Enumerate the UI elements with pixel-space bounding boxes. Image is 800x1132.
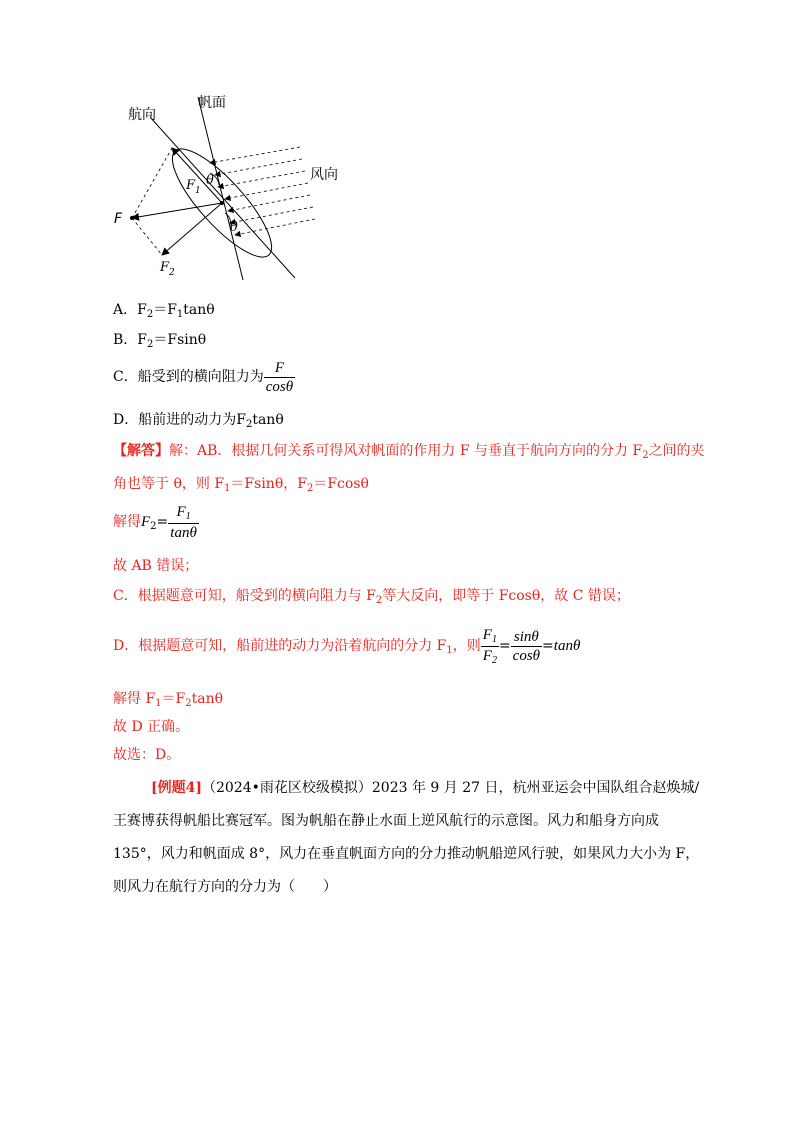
label-theta-top: θ [206,173,214,188]
option-a: A．$F_2=F_1\tan\theta$ [113,302,215,320]
label-F1: $F_1$ [186,178,201,196]
force-F2-arrow [162,203,222,255]
answer-solve-1: 解得$F_2=$ $\frac{F_1}{\tan\theta}$ [113,503,197,541]
label-F: F [114,211,123,227]
answer-solve-2: 解得 $F_1=F_2\tan\theta$ [113,691,224,709]
example-4 [113,772,703,904]
force-F-arrow [132,203,222,218]
label-F2: $F_2$ [160,260,175,278]
label-sail: 帆面 [198,95,226,111]
label-theta-bottom: θ [230,220,238,235]
sail-line [198,97,243,280]
option-c: C．船受到的横向阻力为 $\frac{F}{\cos\theta}$ [113,359,294,395]
option-d: D．船前进的动力为$F_2\tan\theta$ [113,412,284,430]
answer-choice: 故选：D。 [113,747,181,763]
answer-d-line: D．根据题意可知，船前进的动力为沿着航向的分力 $F_1$，则 $\frac{F_1}{F_2}$ = $\frac{\sin\theta}{\cos\theta}$ =tanθ [113,626,581,666]
answer-line-1: 【解答】解：AB．根据几何关系可得风对帆面的作用力 F 与垂直于航向方向的分力 $F_2$之间的夹 [113,443,705,461]
answer-c-line: C．根据题意可知，船受到的横向阻力与 $F_2$等大反向，即等于 Fcosθ，故 C 错误； [113,588,630,606]
label-course: 航向 [128,107,156,123]
example-tag: [例题4] [151,780,202,796]
component-dashed-lines [132,148,172,255]
option-b: B．$F_2=Fsin\theta$ [113,332,207,350]
example-text: （2024•雨花区校级模拟）2023 年 9 月 27 日，杭州亚运会中国队组合赵焕城/王赛博获得帆船比赛冠军。图为帆船在静止水面上逆风航行的示意图。风力和船身方向成 135°，风力和帆面成 8°，风力在垂直帆面方向的分力推动帆船逆风行驶，如果风力大小为 F，则风力在航行方向的分力为（ ） [113,780,700,895]
answer-tag: 【解答】 [113,443,169,459]
answer-d-correct: 故 D 正确。 [113,719,190,735]
answer-ab-wrong: 故 AB 错误； [113,558,199,574]
label-wind: 风向 [310,167,338,183]
sailboat-force-diagram [110,85,338,280]
answer-line-2: 角也等于 θ，则 $F_1=Fsin\theta$，$F_2=Fcos\theta$ [113,476,369,494]
